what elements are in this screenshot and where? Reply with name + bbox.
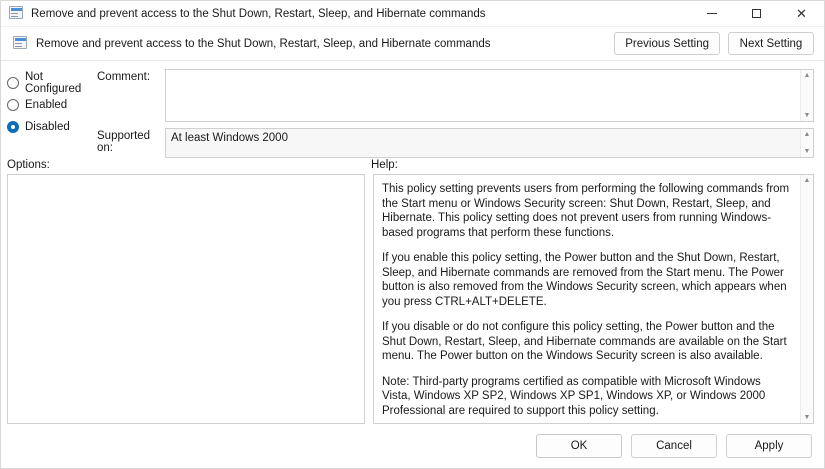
- close-button[interactable]: [779, 1, 824, 27]
- options-panel[interactable]: [7, 174, 365, 424]
- maximize-icon: [752, 9, 761, 18]
- help-panel: [373, 174, 814, 424]
- scroll-down-icon[interactable]: ▼: [803, 414, 811, 421]
- supported-on-value: At least Windows 2000: [171, 132, 288, 144]
- group-policy-icon-small: [13, 36, 29, 51]
- panels-section: [1, 174, 824, 424]
- radio-enabled-label: Enabled: [25, 99, 68, 111]
- radio-enabled-indicator[interactable]: [7, 99, 19, 111]
- comment-textbox[interactable]: [165, 69, 814, 122]
- radio-not-configured-label: Not Configured: [25, 71, 82, 95]
- help-paragraph: This policy setting prevents users from performing the following commands from the Start menu or Windows Security screen: Shut Down, Restart, Sleep, and Hibernate. This policy setting does not prevent users from running Windows-based programs that perform these functions.: [382, 183, 790, 239]
- close-icon: ✕: [796, 6, 807, 21]
- supported-on-scrollbar[interactable]: [800, 129, 813, 157]
- supported-on-label: Supported on:: [97, 130, 151, 154]
- group-policy-icon: [9, 6, 25, 22]
- radio-not-configured-indicator[interactable]: [7, 77, 19, 89]
- supported-on-textbox: [165, 128, 814, 158]
- state-radio-group: [7, 69, 97, 153]
- radio-disabled-indicator[interactable]: [7, 121, 19, 133]
- comment-scrollbar[interactable]: [800, 70, 813, 121]
- radio-enabled[interactable]: [7, 94, 97, 116]
- scroll-up-icon[interactable]: ▲: [803, 131, 811, 138]
- radio-not-configured[interactable]: [7, 72, 97, 94]
- apply-button[interactable]: Apply: [726, 434, 812, 458]
- fields-column: [97, 69, 814, 153]
- minimize-icon: [707, 13, 717, 14]
- ok-button[interactable]: OK: [536, 434, 622, 458]
- scroll-down-icon[interactable]: ▼: [803, 148, 811, 155]
- scroll-up-icon[interactable]: ▲: [803, 72, 811, 79]
- previous-setting-button[interactable]: Previous Setting: [614, 32, 720, 55]
- radio-disabled[interactable]: [7, 116, 97, 138]
- maximize-button[interactable]: [734, 1, 779, 27]
- scroll-down-icon[interactable]: ▼: [803, 112, 811, 119]
- comment-label: Comment:: [97, 71, 151, 83]
- help-paragraph: Note: Third-party programs certified as compatible with Microsoft Windows Vista, Windows XP SP2, Windows XP SP1, Windows XP, or Windows 2000 Professional are required to support this policy setting.: [382, 375, 766, 417]
- panel-labels: [1, 159, 824, 174]
- supported-on-row: [97, 128, 814, 158]
- minimize-button[interactable]: [689, 1, 734, 27]
- help-paragraph: If you disable or do not configure this policy setting, the Power button and the Shut Down, Restart, Sleep, and Hibernate commands are available on the Start menu. The Power button on the Windows Security screen is also available.: [382, 321, 787, 362]
- help-paragraph: If you enable this policy setting, the Power button and the Shut Down, Restart, Sleep, and Hibernate commands are removed from the Start menu. The Power button is also removed from the Windows Security screen, which appears when you press CTRL+ALT+DELETE.: [382, 252, 787, 308]
- window-title: Remove and prevent access to the Shut Down, Restart, Sleep, and Hibernate commands: [31, 7, 486, 20]
- help-text: [374, 175, 800, 423]
- help-label: Help:: [371, 159, 398, 171]
- setting-state-section: [1, 61, 824, 159]
- scroll-up-icon[interactable]: ▲: [803, 177, 811, 184]
- title-bar: [1, 1, 824, 27]
- comment-row: [97, 69, 814, 122]
- cancel-button[interactable]: Cancel: [631, 434, 717, 458]
- dialog-footer: [1, 424, 824, 468]
- comment-value[interactable]: [166, 70, 800, 121]
- next-setting-button[interactable]: Next Setting: [728, 32, 814, 55]
- help-scrollbar[interactable]: [800, 175, 813, 423]
- radio-disabled-label: Disabled: [25, 121, 70, 133]
- options-label: Options:: [7, 159, 50, 171]
- setting-header: [1, 27, 824, 61]
- setting-title: Remove and prevent access to the Shut Down, Restart, Sleep, and Hibernate commands: [36, 37, 491, 50]
